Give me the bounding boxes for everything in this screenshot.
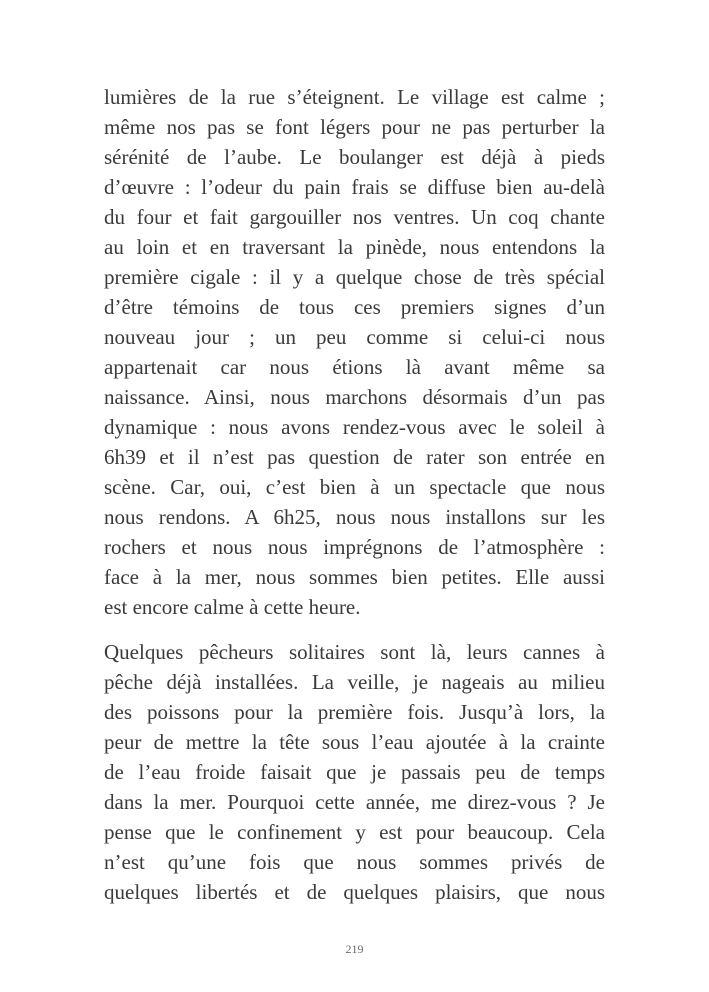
text-line: face à la mer, nous sommes bien petites. Elle aussi: [104, 565, 605, 589]
text-line: scène. Car, oui, c’est bien à un spectacle que nous: [104, 475, 605, 499]
text-line: lumières de la rue s’éteignent. Le village est calme ;: [104, 85, 605, 109]
paragraph-2: [104, 637, 605, 907]
text-line: 6h39 et il n’est pas question de rater son entrée en: [104, 445, 605, 469]
text-line: nous rendons. A 6h25, nous nous installons sur les: [104, 505, 605, 529]
text-line: naissance. Ainsi, nous marchons désormais d’un pas: [104, 385, 605, 409]
text-line: du four et fait gargouiller nos ventres. Un coq chante: [104, 205, 605, 229]
text-line: même nos pas se font légers pour ne pas perturber la: [104, 115, 605, 139]
text-line: pêche déjà installées. La veille, je nageais au milieu: [104, 670, 605, 694]
text-line: au loin et en traversant la pinède, nous entendons la: [104, 235, 605, 259]
page-number: 219: [345, 942, 364, 956]
text-line: dans la mer. Pourquoi cette année, me direz-vous ? Je: [104, 790, 605, 814]
text-line: sérénité de l’aube. Le boulanger est déjà à pieds: [104, 145, 605, 169]
text-line: dynamique : nous avons rendez-vous avec le soleil à: [104, 415, 605, 439]
text-line: Quelques pêcheurs solitaires sont là, leurs cannes à: [104, 640, 605, 664]
text-line: d’œuvre : l’odeur du pain frais se diffuse bien au-delà: [104, 175, 605, 199]
text-line: d’être témoins de tous ces premiers signes d’un: [104, 295, 605, 319]
text-line: n’est qu’une fois que nous sommes privés de: [104, 850, 605, 874]
text-line: de l’eau froide faisait que je passais peu de temps: [104, 760, 605, 784]
paragraph-1: [104, 82, 605, 622]
text-line: pense que le confinement y est pour beaucoup. Cela: [104, 820, 605, 844]
text-line: première cigale : il y a quelque chose de très spécial: [104, 265, 605, 289]
text-line: est encore calme à cette heure.: [104, 595, 361, 619]
text-line: appartenait car nous étions là avant même sa: [104, 355, 605, 379]
text-line: peur de mettre la tête sous l’eau ajoutée à la crainte: [104, 730, 605, 754]
text-line: des poissons pour la première fois. Jusqu’à lors, la: [104, 700, 605, 724]
text-line: rochers et nous nous imprégnons de l’atmosphère :: [104, 535, 605, 559]
text-line: quelques libertés et de quelques plaisirs, que nous: [104, 880, 605, 904]
text-line: nouveau jour ; un peu comme si celui-ci nous: [104, 325, 605, 349]
